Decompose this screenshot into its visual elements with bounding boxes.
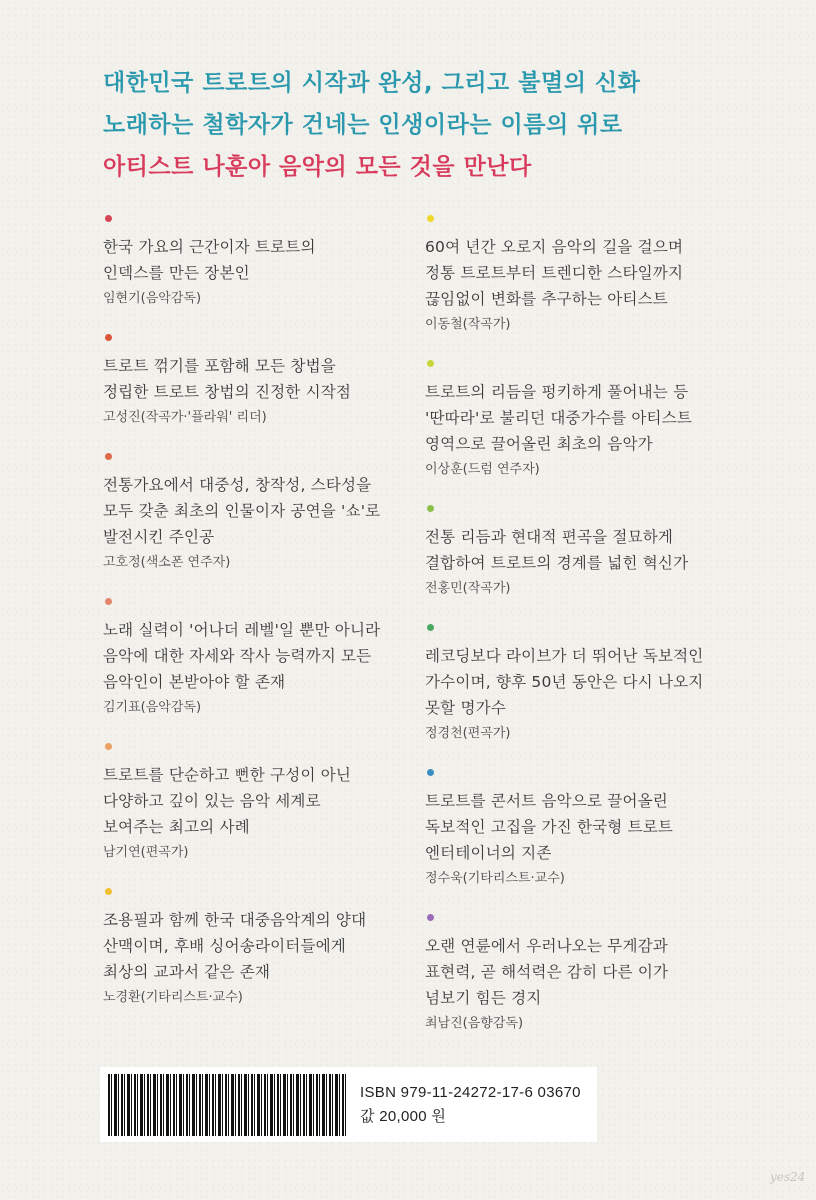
testimonial-attribution: 최남진(음향감독) — [425, 1016, 524, 1031]
testimonial-line: 정립한 트로트 창법의 진정한 시작점 — [103, 383, 352, 401]
headline-3: 아티스트 나훈아 음악의 모든 것을 만난다 — [103, 154, 532, 180]
price-label: 값 20,000 원 — [360, 1107, 447, 1125]
testimonial-line: 가수이며, 향후 50년 동안은 다시 나오지 — [425, 673, 704, 691]
testimonial-line: 트로트 꺾기를 포함해 모든 창법을 — [103, 357, 336, 375]
testimonial-line: 오랜 연륜에서 우러나오는 무게감과 — [425, 937, 668, 955]
testimonial-line: 노래 실력이 '어나더 레벨'일 뿐만 아니라 — [103, 621, 381, 639]
testimonial — [103, 743, 433, 864]
testimonial-line: 조용필과 함께 한국 대중음악계의 양대 — [103, 911, 367, 929]
testimonial-line: 표현력, 곧 해석력은 감히 다른 이가 — [425, 963, 669, 981]
testimonial-line: 엔터테이너의 지존 — [425, 844, 552, 862]
testimonial-attribution: 이동철(작곡가) — [425, 317, 511, 332]
testimonial-line: 발전시킨 주인공 — [103, 528, 215, 546]
barcode-image — [108, 1074, 346, 1136]
testimonial-attribution: 정수욱(기타리스트·교수) — [425, 871, 565, 886]
bullet-dot-icon — [427, 624, 434, 631]
testimonial-line: '딴따라'로 불리던 대중가수를 아티스트 — [425, 409, 693, 427]
testimonial-line: 음악에 대한 자세와 작사 능력까지 모든 — [103, 647, 372, 665]
testimonial-line: 보여주는 최고의 사례 — [103, 818, 250, 836]
testimonial-attribution: 이상훈(드럼 연주자) — [425, 462, 540, 477]
testimonial-attribution: 김기표(음악감독) — [103, 700, 202, 715]
testimonials-right-column — [425, 215, 755, 1059]
testimonial-line: 산맥이며, 후배 싱어송라이터들에게 — [103, 937, 346, 955]
testimonials-left-column — [103, 215, 433, 1033]
isbn-price-block — [360, 1081, 581, 1129]
bullet-dot-icon — [105, 598, 112, 605]
barcode-panel — [100, 1067, 597, 1142]
testimonial-line: 트로트를 콘서트 음악으로 끌어올린 — [425, 792, 668, 810]
testimonial-line: 트로트의 리듬을 펑키하게 풀어내는 등 — [425, 383, 689, 401]
testimonial — [425, 360, 755, 481]
testimonial — [103, 888, 433, 1009]
testimonial-line: 인덱스를 만든 장본인 — [103, 264, 250, 282]
testimonial-line: 전통가요에서 대중성, 창작성, 스타성을 — [103, 476, 372, 494]
testimonial-line: 60여 년간 오로지 음악의 길을 걸으며 — [425, 238, 684, 256]
testimonial-attribution: 고호정(색소폰 연주자) — [103, 555, 231, 570]
testimonial-line: 전통 리듬과 현대적 편곡을 절묘하게 — [425, 528, 674, 546]
testimonial — [425, 769, 755, 890]
testimonial-line: 다양하고 깊이 있는 음악 세계로 — [103, 792, 321, 810]
headline-2: 노래하는 철학자가 건네는 인생이라는 이름의 위로 — [103, 112, 623, 138]
testimonial-line: 결합하여 트로트의 경계를 넓힌 혁신가 — [425, 554, 689, 572]
testimonial-line: 독보적인 고집을 가진 한국형 트로트 — [425, 818, 674, 836]
bullet-dot-icon — [427, 769, 434, 776]
testimonial-line: 트로트를 단순하고 뻔한 구성이 아닌 — [103, 766, 352, 784]
bullet-dot-icon — [427, 914, 434, 921]
bullet-dot-icon — [105, 743, 112, 750]
testimonial-line: 레코딩보다 라이브가 더 뛰어난 독보적인 — [425, 647, 704, 665]
testimonial-line: 한국 가요의 근간이자 트로트의 — [103, 238, 316, 256]
testimonial — [103, 598, 433, 719]
testimonial — [425, 624, 755, 745]
testimonial-line: 음악인이 본받아야 할 존재 — [103, 673, 286, 691]
testimonial — [425, 914, 755, 1035]
testimonial-line: 정통 트로트부터 트렌디한 스타일까지 — [425, 264, 684, 282]
testimonial — [425, 505, 755, 600]
testimonial — [103, 453, 433, 574]
testimonial-line: 끊임없이 변화를 추구하는 아티스트 — [425, 290, 668, 308]
testimonial-line: 모두 갖춘 최초의 인물이자 공연을 '쇼'로 — [103, 502, 381, 520]
bullet-dot-icon — [105, 888, 112, 895]
headline-group — [103, 70, 640, 196]
bullet-dot-icon — [105, 453, 112, 460]
testimonial-line: 못할 명가수 — [425, 699, 506, 717]
testimonial-attribution: 임현기(음악감독) — [103, 291, 202, 306]
bullet-dot-icon — [105, 215, 112, 222]
headline-1: 대한민국 트로트의 시작과 완성, 그리고 불멸의 신화 — [103, 70, 641, 96]
testimonial-attribution: 남기연(편곡가) — [103, 845, 189, 860]
testimonial-line: 최상의 교과서 같은 존재 — [103, 963, 271, 981]
bullet-dot-icon — [427, 215, 434, 222]
testimonial-attribution: 고성진(작곡가·'플라워' 리더) — [103, 410, 267, 425]
testimonial-line: 넘보기 힘든 경지 — [425, 989, 542, 1007]
testimonial — [103, 215, 433, 310]
bullet-dot-icon — [105, 334, 112, 341]
testimonial-attribution: 정경천(편곡가) — [425, 726, 511, 741]
isbn-number: ISBN 979-11-24272-17-6 03670 — [360, 1083, 581, 1101]
watermark-logo: yes24 — [770, 1170, 806, 1184]
testimonial-attribution: 전홍민(작곡가) — [425, 581, 511, 596]
testimonial — [103, 334, 433, 429]
testimonial-attribution: 노경환(기타리스트·교수) — [103, 990, 243, 1005]
testimonial-line: 영역으로 끌어올린 최초의 음악가 — [425, 435, 653, 453]
testimonial — [425, 215, 755, 336]
bullet-dot-icon — [427, 360, 434, 367]
bullet-dot-icon — [427, 505, 434, 512]
